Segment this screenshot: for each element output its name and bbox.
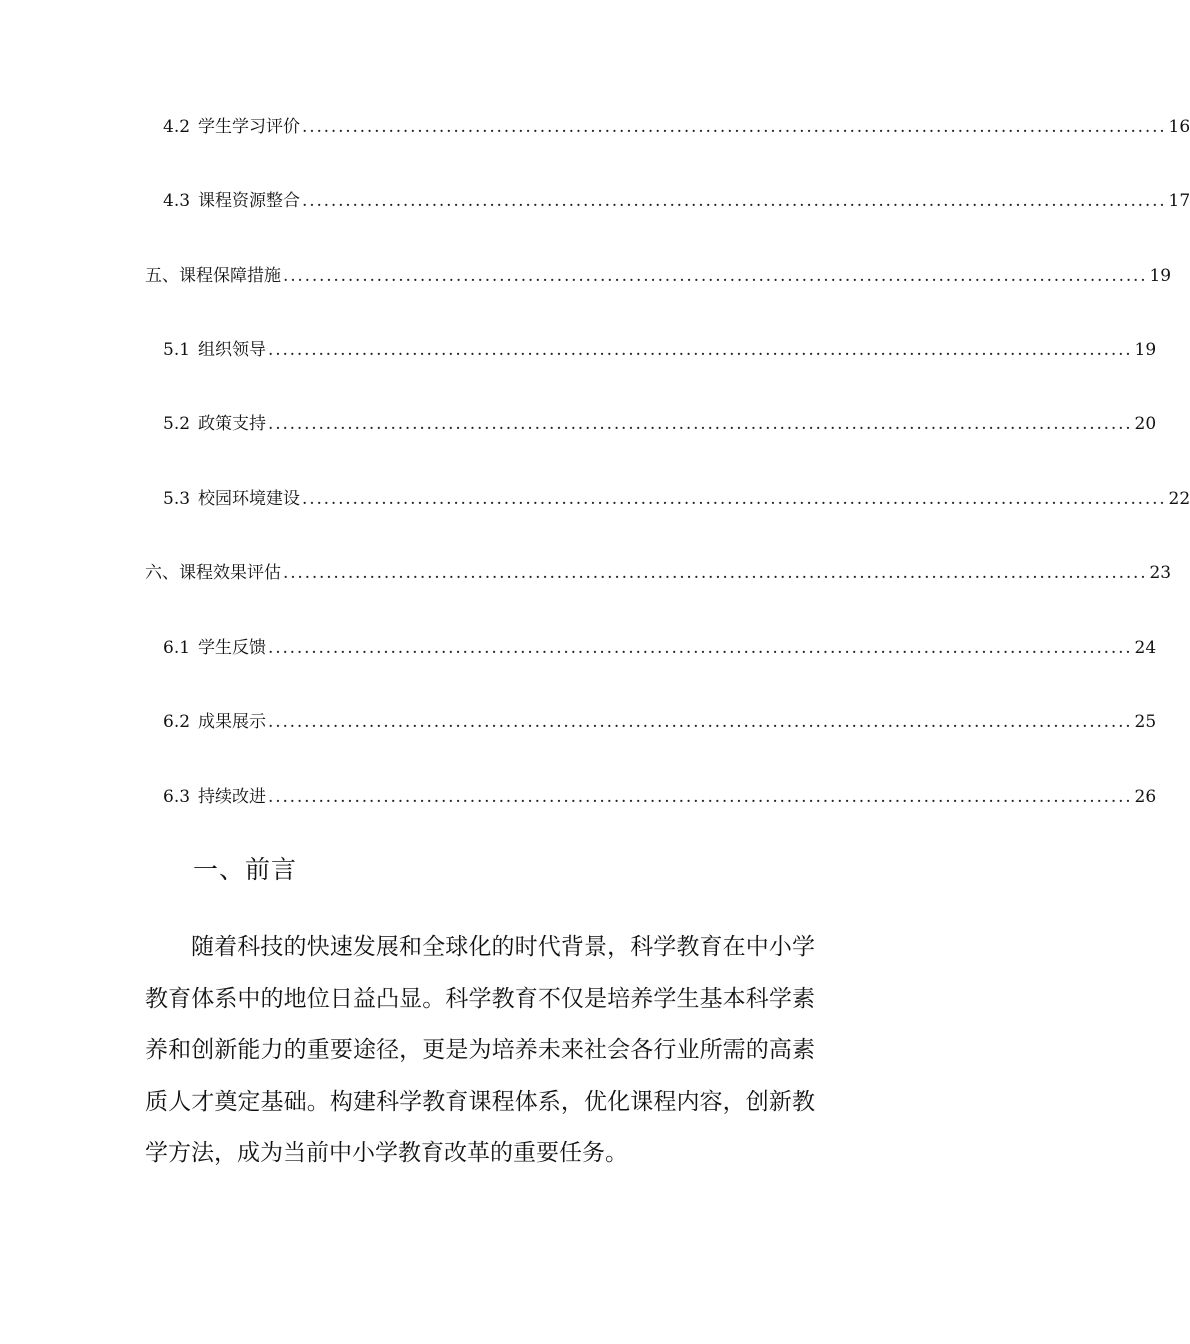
toc-leader-dots: ........................................................................................................................ [268, 787, 1133, 807]
toc-entry-page: 19 [1134, 340, 1157, 360]
toc-entry-number: 4.3 [163, 191, 191, 211]
toc-entry-number: 6.2 [163, 712, 191, 732]
toc-entry[interactable] [145, 561, 1172, 585]
toc-leader-dots: ........................................................................................................................ [283, 266, 1148, 286]
toc-entry-number: 6.1 [163, 638, 191, 658]
toc-leader-dots: ........................................................................................................................ [268, 340, 1133, 360]
toc-entry-number: 5.2 [163, 414, 191, 434]
toc-entry-title: 成果展示 [198, 712, 267, 732]
toc-entry-page: 23 [1149, 563, 1172, 583]
toc-entry-title: 组织领导 [198, 340, 267, 360]
toc-leader-dots: ........................................................................................................................ [302, 117, 1167, 137]
toc-entry-page: 17 [1168, 191, 1190, 211]
toc-entry-page: 20 [1134, 414, 1157, 434]
toc-entry-page: 25 [1134, 712, 1157, 732]
toc-entry-title: 政策支持 [198, 414, 267, 434]
toc-entry[interactable] [163, 487, 1190, 511]
toc-entry-page: 16 [1168, 117, 1190, 137]
toc-entry[interactable] [163, 189, 1190, 213]
toc-entry-page: 19 [1149, 266, 1172, 286]
toc-entry-page: 24 [1134, 638, 1157, 658]
toc-entry-title: 六、课程效果评估 [145, 563, 281, 583]
toc-entry-title: 校园环境建设 [198, 489, 301, 509]
body-paragraph: 随着科技的快速发展和全球化的时代背景，科学教育在中小学教育体系中的地位日益凸显。科学教育不仅是培养学生基本科学素养和创新能力的重要途径，更是为培养未来社会各行业所需的高素质人才奠定基础。构建科学教育课程体系，优化课程内容，创新教学方法，成为当前中小学教育改革的重要任务。 [145, 934, 815, 1166]
toc-entry[interactable] [163, 338, 1157, 362]
toc-entry[interactable] [163, 115, 1190, 139]
toc-entry[interactable] [163, 636, 1157, 660]
toc-entry[interactable] [163, 785, 1157, 809]
toc-leader-dots: ........................................................................................................................ [302, 191, 1167, 211]
toc-leader-dots: ........................................................................................................................ [302, 489, 1167, 509]
toc-entry[interactable] [163, 412, 1157, 436]
toc-entry-title: 五、课程保障措施 [145, 266, 281, 286]
toc-leader-dots: ........................................................................................................................ [268, 638, 1133, 658]
toc-leader-dots: ........................................................................................................................ [268, 414, 1133, 434]
toc-entry-number: 4.2 [163, 117, 191, 137]
toc-entry[interactable] [163, 710, 1157, 734]
section-heading: 一、前言 [193, 855, 298, 884]
toc-entry-number: 6.3 [163, 787, 191, 807]
toc-entry-title: 学生学习评价 [198, 117, 301, 137]
toc-entry-number: 5.1 [163, 340, 191, 360]
toc-entry-page: 22 [1168, 489, 1190, 509]
toc-entry-title: 学生反馈 [198, 638, 267, 658]
toc-entry-title: 持续改进 [198, 787, 267, 807]
toc-entry[interactable] [145, 264, 1172, 288]
toc-entry-page: 26 [1134, 787, 1157, 807]
toc-leader-dots: ........................................................................................................................ [283, 563, 1148, 583]
toc-leader-dots: ........................................................................................................................ [268, 712, 1133, 732]
toc-entry-number: 5.3 [163, 489, 191, 509]
toc-entry-title: 课程资源整合 [198, 191, 301, 211]
